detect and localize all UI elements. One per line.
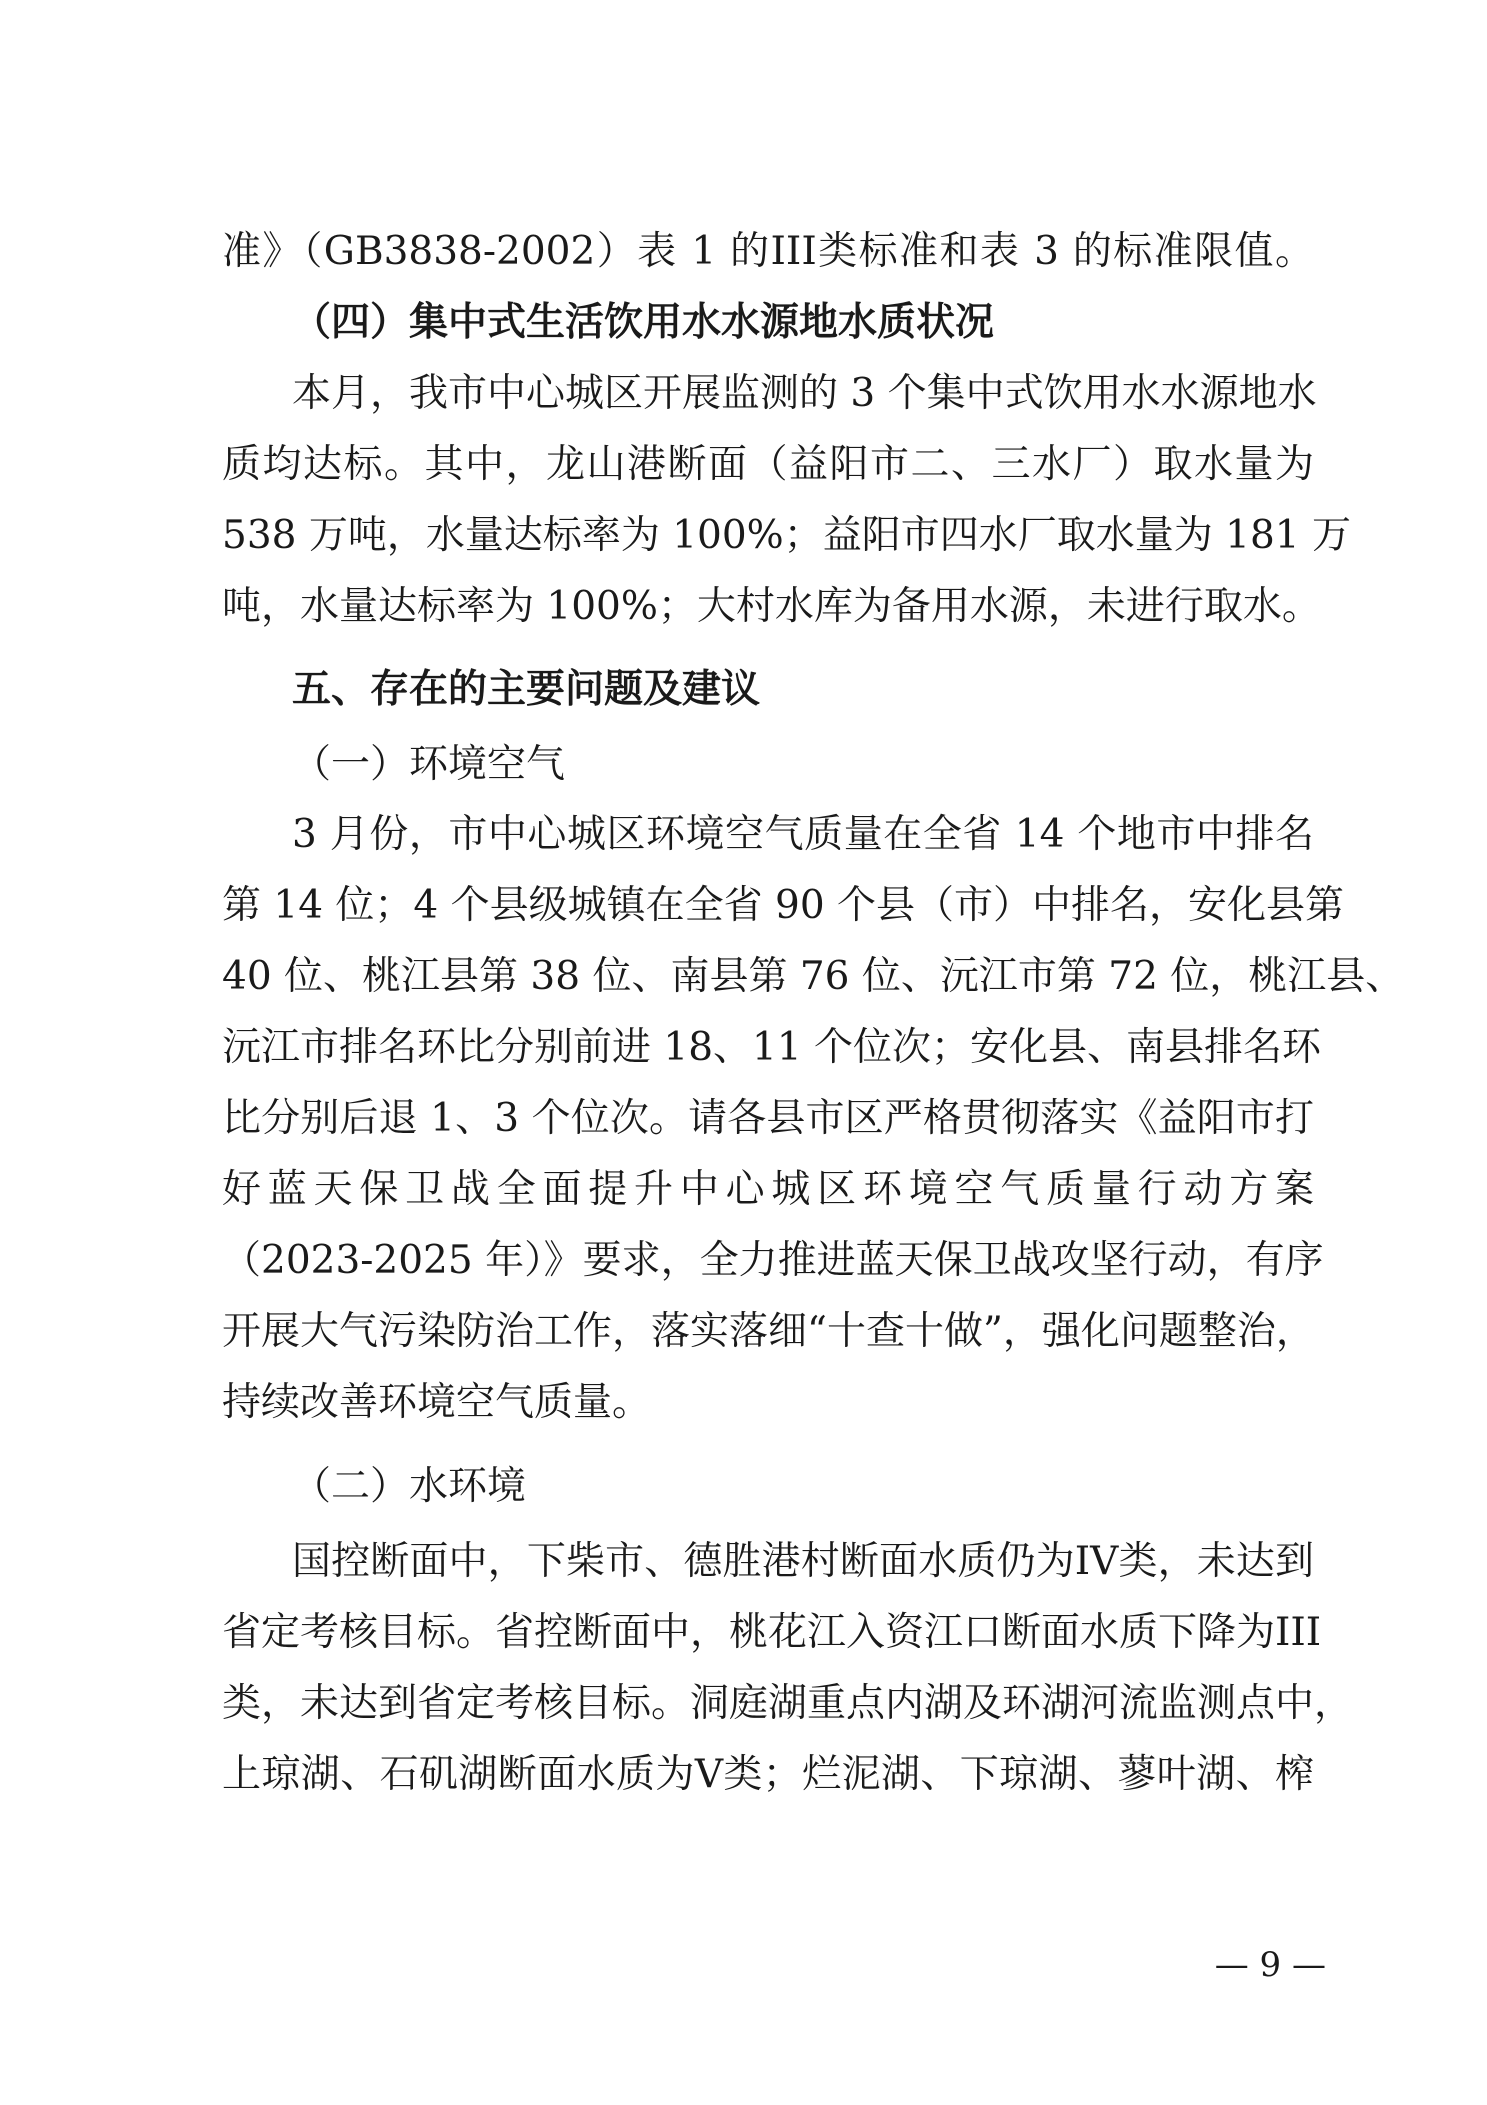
text-line: 比分别后退 1、3 个位次。请各县市区严格贯彻落实《益阳市打 — [222, 1096, 1314, 1141]
text-line: 国控断面中，下柴市、德胜港村断面水质仍为IV类，未达到 — [292, 1539, 1314, 1584]
text-line: 吨，水量达标率为 100%；大村水库为备用水源，未进行取水。 — [222, 584, 1321, 629]
page-number: — 9 — — [1214, 1945, 1326, 1985]
text-line: （2023-2025 年）》要求，全力推进蓝天保卫战攻坚行动，有序 — [222, 1238, 1324, 1283]
text-line: 持续改善环境空气质量。 — [222, 1380, 652, 1425]
text-line: 省定考核目标。省控断面中，桃花江入资江口断面水质下降为III — [222, 1610, 1322, 1655]
text-line: 538 万吨，水量达标率为 100%；益阳市四水厂取水量为 181 万 — [222, 513, 1351, 558]
section-heading: （二）水环境 — [292, 1464, 527, 1509]
text-line: 3 月份，市中心城区环境空气质量在全省 14 个地市中排名 — [292, 812, 1314, 857]
chapter-heading: 五、存在的主要问题及建议 — [292, 667, 761, 712]
section-heading: （一）环境空气 — [292, 742, 566, 787]
section-heading: （四）集中式生活饮用水水源地水质状况 — [292, 300, 995, 345]
text-line: 质均达标。其中，龙山港断面（益阳市二、三水厂）取水量为 — [222, 442, 1314, 487]
text-line: 类，未达到省定考核目标。洞庭湖重点内湖及环湖河流监测点中， — [222, 1681, 1354, 1726]
text-line: 沅江市排名环比分别前进 18、11 个位次；安化县、南县排名环 — [222, 1025, 1322, 1070]
text-line: 开展大气污染防治工作，落实落细“十查十做”，强化问题整治， — [222, 1309, 1315, 1354]
text-line: 本月，我市中心城区开展监测的 3 个集中式饮用水水源地水 — [292, 371, 1317, 416]
text-line: 好蓝天保卫战全面提升中心城区环境空气质量行动方案 — [222, 1167, 1314, 1212]
text-line: 准》（GB3838-2002）表 1 的III类标准和表 3 的标准限值。 — [222, 229, 1314, 274]
text-line: 第 14 位；4 个县级城镇在全省 90 个县（市）中排名，安化县第 — [222, 883, 1345, 928]
text-line: 上琼湖、石矶湖断面水质为V类；烂泥湖、下琼湖、蓼叶湖、榨 — [222, 1752, 1314, 1797]
text-line: 40 位、桃江县第 38 位、南县第 76 位、沅江市第 72 位，桃江县、 — [222, 954, 1405, 999]
